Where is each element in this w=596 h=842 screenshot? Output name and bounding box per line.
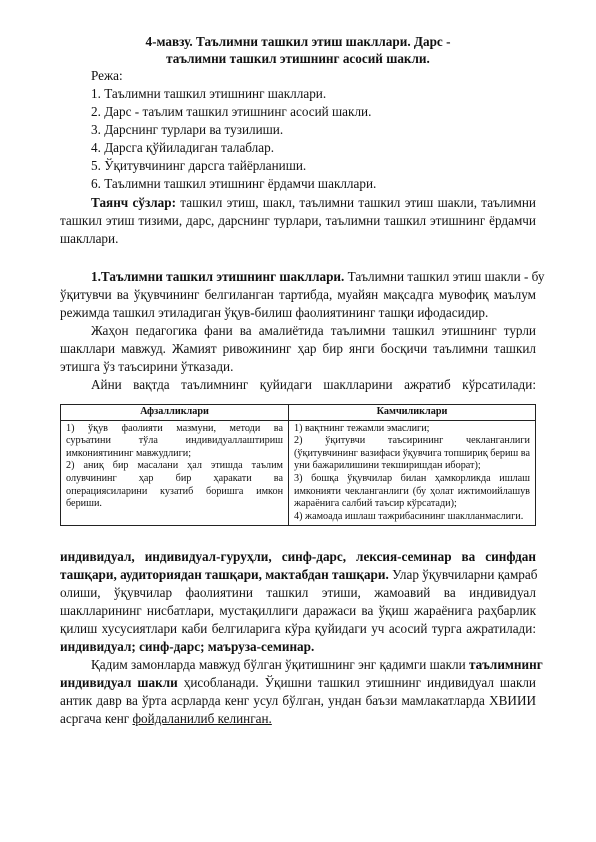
keywords-label: Таянч сўзлар: xyxy=(91,195,176,210)
section-1-line: этишга ўз таъсирини ўтказади. xyxy=(60,359,234,374)
advantages-line: бериши. xyxy=(66,498,102,510)
advantages-cell xyxy=(61,420,289,526)
forms-line: шаклларининг нисбатлари, мустақиллиги даражаси ва ўқиш жараёнига раҳбарлик xyxy=(60,603,536,618)
document-title-line-1: 4-мавзу. Таълимни ташкил этиш шакллари. Дарс - xyxy=(145,34,451,49)
disadvantages-line: 4) жамоада ишлаш тажрибасининг шаклланмаслиги. xyxy=(294,510,524,522)
section-1-line: ўқитувчи ва ўқувчининг белгиланган тартибда, муайян мақсадга мувофиқ маълум xyxy=(60,287,536,302)
advantages-line: 2) аниқ бир масалани ҳал этишда таълим xyxy=(66,460,284,472)
disadvantages-line: 1) вақтнинг тежамли эмаслиги; xyxy=(294,422,430,434)
disadvantages-line: жараёнига салбий таъсир кўрсатади); xyxy=(294,498,457,510)
advantages-line: олувчининг ҳар бир ҳаракати ва xyxy=(66,472,284,484)
forms-line: олиши, ўқувчилар фаолиятини ташкил этиши, жамоавий ва индивидуал xyxy=(60,585,536,600)
table-header-disadvantages: Камчиликлари xyxy=(289,405,536,421)
plan-item: 2. Дарс - таълим ташкил этишнинг асосий шакли. xyxy=(91,104,372,119)
disadvantages-line: имконияти чекланганлиги (бу ҳолат ижтимоийлашув xyxy=(294,485,530,497)
advantages-line: имкониятининг мавжудлиги; xyxy=(66,447,192,459)
forms-line: қилиш хусусиятлари каби белгиларига кўра қуйидаги уч асосий турга ажратилади: xyxy=(60,621,536,636)
plan-item: 6. Таълимни ташкил этишнинг ёрдамчи шакллари. xyxy=(91,176,377,191)
plan-item: 1. Таълимни ташкил этишнинг шакллари. xyxy=(91,86,327,101)
advantages-line: 1) ўқув фаолияти мазмуни, методи ва xyxy=(66,422,284,434)
final-paragraph-line: индивидуал шакли ҳисобланади. Ўқишни ташкил этишнинг индивидуал шакли xyxy=(60,675,536,690)
section-1-line: Жаҳон педагогика фани ва амалиётида таълимни ташкил этишнинг турли xyxy=(91,323,536,338)
disadvantages-cell xyxy=(289,420,536,526)
comparison-table xyxy=(60,404,536,526)
disadvantages-line: 3) бошқа ўқувчилар билан ҳамкорликда ишлаш xyxy=(294,472,530,484)
disadvantages-line: уни бажарилишини текширишдан иборат); xyxy=(294,460,481,472)
forms-line: индивидуал; синф-дарс; маъруза-семинар. xyxy=(60,639,315,654)
final-paragraph-line: антик давр ва ўрта асрларда кенг усул бўлган, ундан баъзи мамлакатларда ХВИИИ xyxy=(60,693,536,708)
keywords-line: шакллари. xyxy=(60,231,119,246)
table-row xyxy=(61,420,536,526)
section-1-line: шакллари мавжуд. Жамият ривожининг ҳар бир янги босқичи таълимни ташкил xyxy=(60,341,536,356)
plan-item: 5. Ўқитувчининг дарсга тайёрланиши. xyxy=(91,158,307,173)
final-paragraph-line: Қадим замонларда мавжуд бўлган ўқитишнинг энг қадимги шакли таълимнинг xyxy=(91,657,543,672)
underlined-text: фойдаланилиб келинган. xyxy=(132,711,272,726)
disadvantages-line: 2) ўқитувчи таъсирининг чекланганлиги xyxy=(294,435,530,447)
table-header-row xyxy=(61,405,536,421)
keywords-line: ташкил этиш тизими, дарс, дарснинг турлари, таълимни ташкил этишнинг ёрдамчи xyxy=(60,213,536,228)
section-1-line: 1.Таълимни ташкил этишнинг шакллари. Таълимни ташкил этиш шакли - бу xyxy=(91,269,545,284)
section-1-heading: 1.Таълимни ташкил этишнинг шакллари. xyxy=(91,269,345,284)
keywords-line: Таянч сўзлар: ташкил этиш, шакл, таълимни ташкил этиш шакли, таълимни xyxy=(91,195,536,210)
plan-item: 3. Дарснинг турлари ва тузилиши. xyxy=(91,122,284,137)
forms-line: индивидуал, индивидуал-гуруҳли, синф-дарс, лексия-семинар ва синфдан xyxy=(60,549,536,564)
plan-heading: Режа: xyxy=(91,68,123,83)
advantages-line: операциясиларини кузатиб боришга имкон xyxy=(66,485,284,497)
section-1-line: Айни вақтда таълимнинг қуйидаги шаклларини ажратиб кўрсатилади: xyxy=(91,377,536,392)
disadvantages-line: (ўқитувчининг вазифаси ўқувчига топшириқ бериш ва xyxy=(294,447,530,459)
document-title-line-2: таълимни ташкил этишнинг асосий шакли. xyxy=(166,51,430,66)
advantages-line: суръатини тўла индивидуаллаштириш xyxy=(66,435,284,447)
forms-line: ташқари, аудиториядан ташқари, мактабдан ташқари. Улар ўқувчиларни қамраб xyxy=(60,567,538,582)
table-header-advantages: Афзалликлари xyxy=(61,405,289,421)
final-paragraph-line: асргача кенг фойдаланилиб келинган. xyxy=(60,711,272,726)
section-1-line: режимда ташкил этиладиган ўқув-билиш фаолиятининг ташқи ифодасидир. xyxy=(60,305,489,320)
plan-item: 4. Дарсга қўйиладиган талаблар. xyxy=(91,140,275,155)
